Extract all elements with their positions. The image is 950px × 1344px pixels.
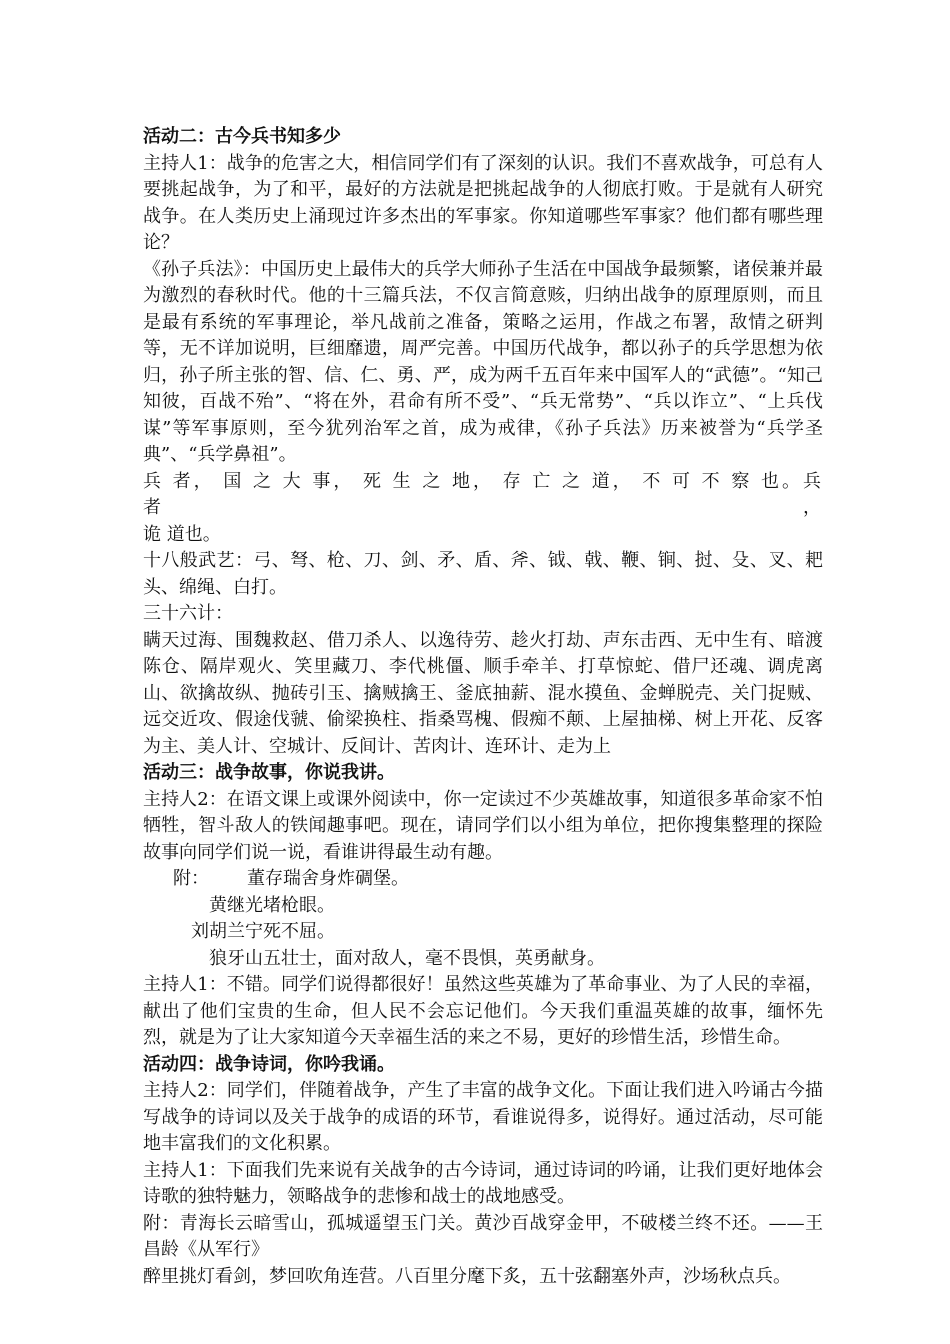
host2-poems-paragraph: 主持人2：同学们，伴随着战争，产生了丰富的战争文化。下面让我们进入吟诵古今描写战争的诗词以及关于战争的成语的环节，看谁说得多，说得好。通过活动，尽可能地丰富我们的文化积累。 [143, 1080, 823, 1154]
document-page [143, 124, 823, 1290]
story-line-3: 刘胡兰宁死不屈。 [191, 921, 335, 942]
host1-praise-paragraph: 主持人1：不错。同学们说得都很好！虽然这些英雄为了革命事业、为了人民的幸福，献出了他们宝贵的生命，但人民不会忘记他们。今天我们重温英雄的故事，缅怀先烈，就是为了让大家知道今天幸福生活的来之不易，更好的珍惜生活，珍惜生命。 [143, 974, 823, 1048]
story-line-2: 黄继光堵枪眼。 [209, 894, 335, 916]
host1-poems-paragraph: 主持人1：下面我们先来说有关战争的古今诗词，通过诗词的吟诵，让我们更好地体会诗歌的独特魅力，领略战争的悲惨和战士的战地感受。 [143, 1159, 823, 1207]
eighteen-weapons-paragraph: 十八般武艺：弓、弩、枪、刀、剑、矛、盾、斧、钺、戟、鞭、锏、挝、殳、叉、耙头、绵绳、白打。 [143, 550, 823, 598]
poem-2: 醉里挑灯看剑，梦回吹角连营。八百里分麾下炙，五十弦翻塞外声，沙场秋点兵。 [143, 1265, 791, 1287]
appendix-label: 附： [173, 868, 209, 889]
thirty-six-label: 三十六计： [143, 603, 233, 624]
sunzi-paragraph: 《孙子兵法》：中国历史上最伟大的兵学大师孙子生活在中国战争最频繁，诸侯兼并最为激烈的春秋时代。他的十三篇兵法，不仅言简意赅，归纳出战争的原理原则，而且是最有系统的军事理论，举凡战前之准备，策略之运用，作战之布署，敌情之研判等，无不详加说明，巨细靡遗，周严完善。中国历代战争，都以孙子的兵学思想为依归，孙子所主张的智、信、仁、勇、严，成为两千五百年来中国军人的“武德”。“知己知彼，百战不殆”、“将在外，君命有所不受”、“兵无常势”、“兵以诈立”、“上兵伐谋”等军事原则，至今犹列治军之首，成为戒律，《孙子兵法》历来被誉为“兵学圣典”、“兵学鼻祖”。 [143, 258, 823, 465]
host2-stories-paragraph: 主持人2：在语文课上或课外阅读中，你一定读过不少英雄故事，知道很多革命家不怕牺牲，智斗敌人的铁闻趣事吧。现在，请同学们以小组为单位，把你搜集整理的探险故事向同学们说一说，看谁讲得最生动有趣。 [143, 788, 823, 863]
poem-1: 附：青海长云暗雪山，孤城遥望玉门关。黄沙百战穿金甲，不破楼兰终不还。——王昌龄《从军行》 [143, 1212, 823, 1260]
activity3-heading: 活动三：战争故事，你说我讲。 [143, 762, 395, 783]
story-line-1 [143, 866, 823, 893]
bingzhe-quote-line2: 诡 道也。 [143, 523, 221, 545]
bingzhe-quote-line1: 兵 者， 国 之 大 事， 死 生 之 地， 存 亡 之 道， 不 可 不 察 也。兵 者， [143, 470, 823, 518]
activity4-heading: 活动四：战争诗词，你吟我诵。 [143, 1053, 395, 1075]
story-line-4: 狼牙山五壮士，面对敌人，毫不畏惧，英勇献身。 [209, 947, 605, 969]
thirty-six-list: 瞒天过海、围魏救赵、借刀杀人、以逸待劳、趁火打劫、声东击西、无中生有、暗渡陈仓、隔岸观火、笑里藏刀、李代桃僵、顺手牵羊、打草惊蛇、借尸还魂、调虎离山、欲擒故纵、抛砖引玉、擒贼擒王、釜底抽薪、混水摸鱼、金蝉脱壳、关门捉贼、远交近攻、假途伐虢、偷梁换柱、指桑骂槐、假痴不颠、上屋抽梯、树上开花、反客为主、美人计、空城计、反间计、苦肉计、连环计、走为上 [143, 629, 823, 757]
host1-intro-paragraph: 主持人1：战争的危害之大，相信同学们有了深刻的认识。我们不喜欢战争，可总有人要挑起战争，为了和平，最好的方法就是把挑起战争的人彻底打败。于是就有人研究战争。在人类历史上涌现过许多杰出的军事家。你知道哪些军事家？他们都有哪些理论？ [143, 152, 823, 253]
activity2-heading: 活动二：古今兵书知多少 [143, 126, 341, 147]
story-1: 董存瑞舍身炸碉堡。 [247, 868, 409, 889]
